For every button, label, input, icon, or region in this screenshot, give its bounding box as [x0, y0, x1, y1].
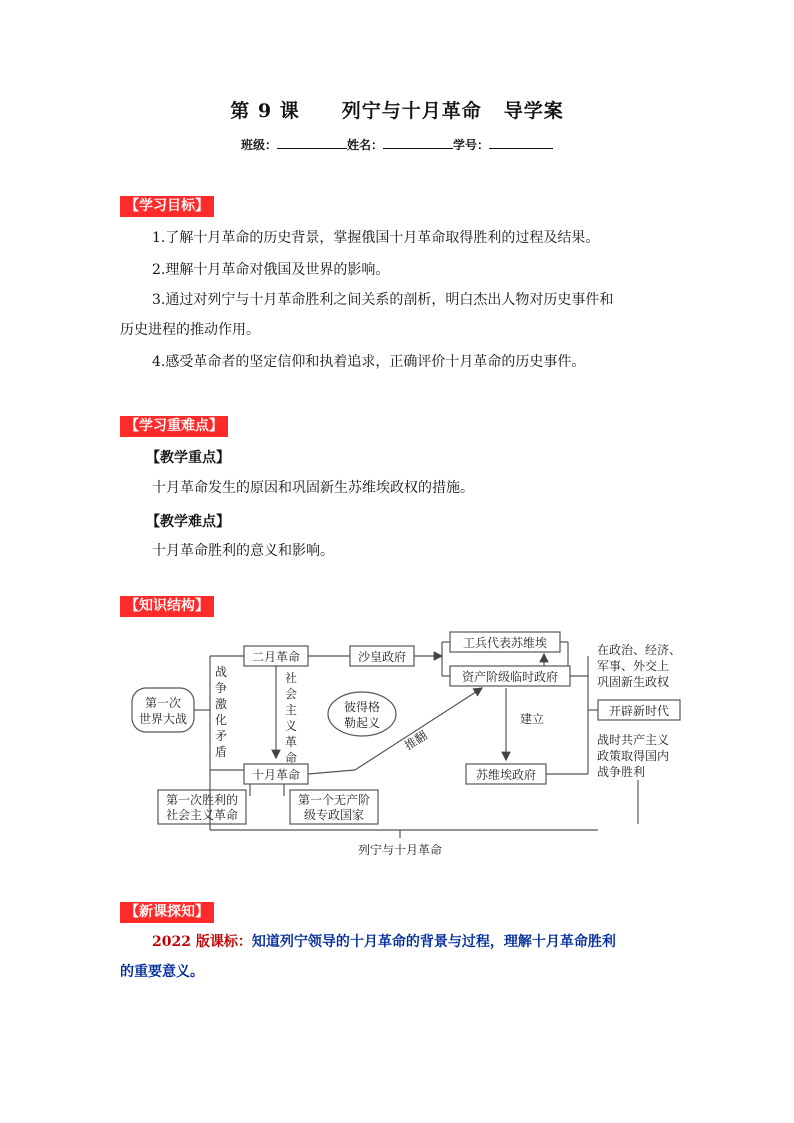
- oct-revolution-label: 十月革命: [251, 768, 301, 782]
- war-intensify-6: 盾: [214, 745, 228, 759]
- goal-item-4: 4.感受革命者的坚定信仰和执着追求，正确评价十月革命的历史事件。: [152, 354, 586, 370]
- feb-revolution-label: 二月革命: [251, 650, 301, 664]
- first-victory-1: 第一次胜利的: [165, 793, 239, 807]
- difficulty-text: 十月革命胜利的意义和影响。: [152, 543, 334, 559]
- socialist-rev-3: 主: [284, 703, 298, 717]
- standard-line-2: 的重要意义。: [120, 964, 204, 980]
- war-intensify-4: 化: [214, 713, 228, 727]
- standard-label: 2022 版课标：: [152, 934, 252, 950]
- petrograd-label-1: 彼得格: [343, 700, 381, 714]
- war-intensify-5: 矛: [214, 729, 228, 743]
- war-intensify-1: 战: [214, 665, 228, 679]
- goal-item-2: 2.理解十月革命对俄国及世界的影响。: [152, 262, 390, 278]
- bottom-label: 列宁与十月革命: [357, 843, 443, 857]
- tsar-gov-label: 沙皇政府: [357, 650, 407, 664]
- goal-item-3: 3.通过对列宁与十月革命胜利之间关系的剖析，明白杰出人物对历史事件和: [152, 292, 614, 308]
- lesson-number: 第 9 课: [230, 100, 300, 122]
- standard-text-1: 知道列宁领导的十月革命的背景与过程，理解十月革命胜利: [251, 934, 616, 950]
- overthrow-label: 推翻: [401, 728, 430, 754]
- socialist-rev-6: 命: [284, 751, 298, 765]
- war-communism-1: 战时共产主义: [597, 733, 670, 747]
- establish-label: 建立: [520, 712, 545, 726]
- difficulty-label: 【教学难点】: [146, 514, 230, 530]
- petrograd-label-2: 勒起义: [343, 716, 381, 730]
- consolidate-2: 军事、外交上: [597, 659, 670, 673]
- focus-label: 【教学重点】: [146, 450, 230, 466]
- lesson-topic: 列宁与十月革命: [341, 100, 482, 122]
- structure-tag: 【知识结构】: [120, 596, 214, 617]
- class-blank[interactable]: [277, 138, 347, 149]
- war-intensify-3: 激: [214, 697, 228, 711]
- number-label: 学号：: [453, 138, 490, 152]
- socialist-rev-4: 义: [284, 719, 298, 733]
- page-title: [0, 96, 794, 123]
- name-label: 姓名：: [346, 138, 383, 152]
- doc-type: 导学案: [503, 100, 564, 122]
- consolidate-1: 在政治、经济、: [597, 643, 682, 657]
- goal-item-1: 1.了解十月革命的历史背景，掌握俄国十月革命取得胜利的过程及结果。: [152, 230, 600, 246]
- war-communism-3: 战争胜利: [597, 765, 646, 779]
- new-lesson-tag: 【新课探知】: [120, 902, 214, 923]
- socialist-rev-5: 革: [284, 735, 298, 749]
- focus-text: 十月革命发生的原因和巩固新生苏维埃政权的措施。: [152, 480, 474, 496]
- knowledge-structure-diagram: [0, 620, 794, 870]
- name-blank[interactable]: [383, 138, 453, 149]
- key-points-tag: 【学习重难点】: [120, 416, 228, 437]
- student-info-line: [0, 136, 794, 153]
- ww1-label-2: 世界大战: [138, 712, 188, 726]
- ww1-label-1: 第一次: [144, 696, 182, 710]
- soviet-council-label: 工兵代表苏维埃: [462, 636, 548, 650]
- provisional-gov-label: 资产阶级临时政府: [461, 670, 559, 684]
- new-era-label: 开辟新时代: [608, 704, 670, 718]
- war-communism-2: 政策取得国内: [597, 749, 670, 763]
- first-state-1: 第一个无产阶: [297, 793, 371, 807]
- standard-line-1: [152, 932, 616, 952]
- socialist-rev-1: 社: [284, 671, 298, 685]
- number-blank[interactable]: [489, 138, 553, 149]
- soviet-gov-label: 苏维埃政府: [475, 768, 537, 782]
- goals-tag: 【学习目标】: [120, 196, 214, 217]
- war-intensify-2: 争: [214, 681, 228, 695]
- goal-item-3-cont: 历史进程的推动作用。: [120, 322, 260, 338]
- consolidate-3: 巩固新生政权: [597, 675, 670, 689]
- first-state-2: 级专政国家: [303, 808, 365, 822]
- first-victory-2: 社会主义革命: [165, 808, 239, 822]
- socialist-rev-2: 会: [284, 687, 298, 701]
- class-label: 班级：: [240, 138, 277, 152]
